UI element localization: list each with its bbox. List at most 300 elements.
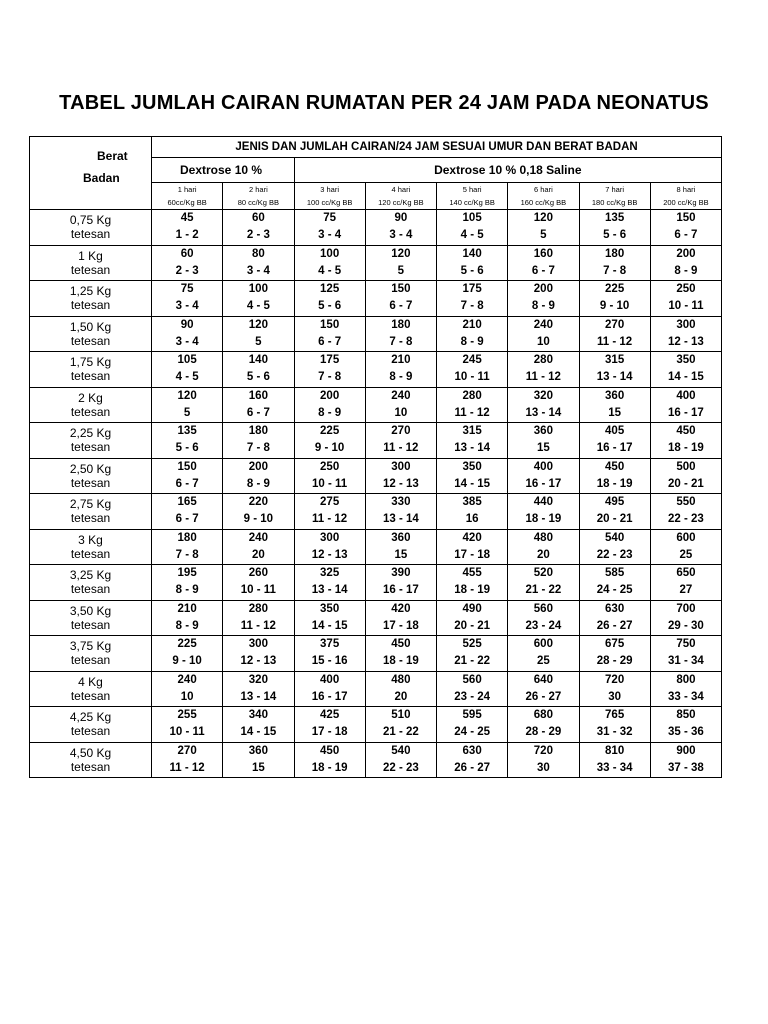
weight-unit: tetesan	[70, 262, 111, 277]
drip-value: 16 - 17	[382, 584, 419, 597]
volume-value: 750	[676, 638, 696, 651]
volume-value: 300	[676, 318, 696, 331]
weight-unit: tetesan	[70, 333, 111, 348]
drip-value: 12 - 13	[668, 335, 704, 348]
volume-value: 80	[251, 247, 265, 260]
drip-value: 33 - 34	[596, 761, 633, 774]
drip-value: 7 - 8	[460, 300, 484, 313]
drip-value: 18 - 19	[382, 655, 419, 668]
weight-unit: tetesan	[70, 511, 111, 526]
value-cell	[508, 352, 579, 388]
drip-value: 15	[608, 406, 622, 419]
drip-value: 15	[536, 442, 550, 455]
day-label: 5 hari	[462, 185, 482, 194]
drip-value: 20	[394, 690, 408, 703]
value-cell	[437, 742, 508, 778]
value-cell	[294, 529, 365, 565]
value-cell	[152, 494, 223, 530]
drip-value: 20	[536, 548, 550, 561]
drip-value: 11 - 12	[383, 442, 419, 455]
drip-value: 11 - 12	[597, 335, 633, 348]
value-cell	[294, 494, 365, 530]
value-cell	[579, 210, 650, 246]
value-cell	[223, 281, 294, 317]
volume-value: 180	[248, 425, 268, 438]
drip-value: 12 - 13	[240, 655, 277, 668]
value-cell	[650, 529, 721, 565]
value-cell	[294, 281, 365, 317]
drip-value: 15 - 16	[311, 655, 348, 668]
weight-value: 1,50 Kg	[69, 319, 112, 334]
value-cell	[152, 600, 223, 636]
table-row	[30, 565, 722, 601]
day-rate: 100 cc/Kg BB	[306, 198, 353, 207]
volume-value: 245	[462, 354, 482, 367]
volume-value: 520	[533, 567, 553, 580]
value-cell	[437, 352, 508, 388]
volume-value: 300	[320, 531, 340, 544]
value-cell	[579, 671, 650, 707]
drip-value: 6 - 7	[246, 406, 270, 419]
drip-value: 29 - 30	[668, 619, 704, 632]
drip-value: 4 - 5	[318, 264, 342, 277]
drip-value: 18 - 19	[454, 584, 491, 597]
day-label: 1 hari	[177, 185, 197, 194]
weight-unit: tetesan	[70, 546, 111, 561]
volume-value: 450	[676, 425, 696, 438]
weight-unit: tetesan	[70, 653, 111, 668]
value-cell	[579, 636, 650, 672]
value-cell	[365, 458, 436, 494]
value-cell	[437, 707, 508, 743]
volume-value: 360	[533, 425, 553, 438]
drip-value: 25	[536, 655, 550, 668]
volume-value: 45	[180, 212, 194, 225]
volume-value: 195	[177, 567, 197, 580]
value-cell	[152, 352, 223, 388]
volume-value: 200	[320, 389, 340, 402]
drip-value: 13 - 14	[525, 406, 562, 419]
volume-value: 250	[320, 460, 340, 473]
volume-value: 440	[533, 496, 553, 509]
value-cell	[365, 494, 436, 530]
value-cell	[152, 742, 223, 778]
value-cell	[437, 671, 508, 707]
day-rate: 80 cc/Kg BB	[237, 198, 280, 207]
volume-value: 360	[248, 744, 268, 757]
day-rate: 60cc/Kg BB	[167, 198, 207, 207]
value-cell	[152, 636, 223, 672]
volume-value: 200	[248, 460, 268, 473]
drip-value: 21 - 22	[454, 655, 491, 668]
drip-value: 13 - 14	[240, 690, 277, 703]
drip-value: 10	[536, 335, 550, 348]
day-rate: 200 cc/Kg BB	[663, 198, 709, 207]
value-cell	[223, 245, 294, 281]
drip-value: 10 - 11	[312, 477, 348, 490]
fluid-table	[29, 136, 722, 778]
volume-value: 160	[248, 389, 268, 402]
badan-label: Badan	[83, 171, 120, 185]
weight-value: 2 Kg	[78, 390, 103, 405]
table-row	[30, 636, 722, 672]
drip-value: 20 - 21	[668, 477, 704, 490]
value-cell	[650, 458, 721, 494]
weight-cell	[30, 281, 152, 317]
page-title: TABEL JUMLAH CAIRAN RUMATAN PER 24 JAM PADA NEONATUS	[59, 92, 709, 114]
value-cell	[508, 742, 579, 778]
drip-value: 37 - 38	[668, 761, 704, 774]
weight-unit: tetesan	[70, 617, 111, 632]
fluid-type-dextrose-saline: Dextrose 10 % 0,18 Saline	[294, 158, 722, 183]
volume-value: 595	[462, 709, 482, 722]
value-cell	[365, 352, 436, 388]
value-cell	[223, 387, 294, 423]
volume-value: 390	[391, 567, 411, 580]
drip-value: 1 - 2	[175, 229, 199, 242]
drip-value: 23 - 24	[454, 690, 491, 703]
drip-value: 7 - 8	[603, 264, 627, 277]
volume-value: 650	[676, 567, 696, 580]
value-cell	[294, 600, 365, 636]
drip-value: 6 - 7	[674, 229, 698, 242]
weight-unit: tetesan	[70, 759, 111, 774]
volume-value: 400	[676, 389, 696, 402]
value-cell	[294, 707, 365, 743]
drip-value: 8 - 9	[460, 335, 484, 348]
weight-cell	[30, 494, 152, 530]
drip-value: 14 - 15	[454, 477, 491, 490]
drip-value: 5	[255, 335, 262, 348]
drip-value: 22 - 23	[382, 761, 419, 774]
volume-value: 765	[605, 709, 625, 722]
value-cell	[294, 387, 365, 423]
fluid-type-dextrose: Dextrose 10 %	[152, 158, 295, 183]
drip-value: 11 - 12	[169, 761, 205, 774]
value-cell	[650, 281, 721, 317]
drip-value: 7 - 8	[389, 335, 413, 348]
weight-value: 3,25 Kg	[69, 568, 112, 583]
volume-value: 200	[533, 283, 553, 296]
drip-value: 31 - 32	[596, 726, 633, 739]
table-row	[30, 707, 722, 743]
value-cell	[508, 707, 579, 743]
drip-value: 21 - 22	[525, 584, 562, 597]
drip-value: 5 - 6	[318, 300, 342, 313]
value-cell	[223, 423, 294, 459]
volume-value: 495	[605, 496, 625, 509]
drip-value: 16 - 17	[525, 477, 562, 490]
volume-value: 180	[605, 247, 625, 260]
volume-value: 270	[177, 744, 197, 757]
volume-value: 150	[177, 460, 197, 473]
weight-value: 2,75 Kg	[69, 497, 112, 512]
volume-value: 270	[605, 318, 625, 331]
value-cell	[294, 458, 365, 494]
day-label: 6 hari	[533, 185, 553, 194]
volume-value: 135	[605, 212, 625, 225]
value-cell	[579, 707, 650, 743]
weight-unit: tetesan	[70, 582, 111, 597]
value-cell	[579, 494, 650, 530]
volume-value: 165	[177, 496, 197, 509]
day-header-cell	[294, 183, 365, 210]
value-cell	[223, 565, 294, 601]
drip-value: 10 - 11	[454, 371, 490, 384]
drip-value: 5 - 6	[460, 264, 484, 277]
value-cell	[152, 387, 223, 423]
drip-value: 8 - 9	[246, 477, 270, 490]
drip-value: 18 - 19	[596, 477, 633, 490]
volume-value: 140	[248, 354, 268, 367]
volume-value: 105	[462, 212, 482, 225]
header-row-main	[30, 137, 722, 158]
value-cell	[294, 352, 365, 388]
weight-cell	[30, 565, 152, 601]
drip-value: 2 - 3	[246, 229, 270, 242]
value-cell	[650, 352, 721, 388]
volume-value: 210	[391, 354, 411, 367]
value-cell	[579, 742, 650, 778]
day-label: 7 hari	[605, 185, 624, 194]
value-cell	[508, 529, 579, 565]
volume-value: 405	[605, 425, 625, 438]
drip-value: 3 - 4	[318, 229, 342, 242]
volume-value: 60	[180, 247, 194, 260]
weight-value: 4,25 Kg	[69, 710, 112, 725]
volume-value: 540	[391, 744, 411, 757]
drip-value: 26 - 27	[525, 690, 562, 703]
volume-value: 255	[177, 709, 197, 722]
value-cell	[508, 458, 579, 494]
value-cell	[152, 671, 223, 707]
drip-value: 22 - 23	[596, 548, 633, 561]
volume-value: 300	[248, 638, 268, 651]
value-cell	[365, 742, 436, 778]
value-cell	[508, 210, 579, 246]
drip-value: 6 - 7	[175, 477, 199, 490]
value-cell	[365, 316, 436, 352]
value-cell	[294, 245, 365, 281]
drip-value: 33 - 34	[668, 690, 704, 703]
volume-value: 200	[676, 247, 696, 260]
volume-value: 480	[533, 531, 553, 544]
volume-value: 360	[391, 531, 411, 544]
drip-value: 18 - 19	[311, 761, 348, 774]
weight-unit: tetesan	[70, 369, 111, 384]
drip-value: 28 - 29	[596, 655, 633, 668]
day-header-cell	[650, 183, 721, 210]
value-cell	[223, 352, 294, 388]
volume-value: 250	[676, 283, 696, 296]
drip-value: 20 - 21	[596, 513, 633, 526]
value-cell	[294, 565, 365, 601]
day-header-cell	[508, 183, 579, 210]
value-cell	[650, 423, 721, 459]
drip-value: 6 - 7	[531, 264, 555, 277]
volume-value: 210	[177, 602, 197, 615]
day-rate: 120 cc/Kg BB	[378, 198, 424, 207]
volume-value: 180	[391, 318, 411, 331]
drip-value: 27	[679, 584, 693, 597]
day-header-cell	[152, 183, 223, 210]
value-cell	[152, 210, 223, 246]
weight-value: 1,75 Kg	[69, 355, 112, 370]
value-cell	[508, 281, 579, 317]
value-cell	[579, 316, 650, 352]
volume-value: 125	[320, 283, 340, 296]
berat-label: Berat	[97, 149, 128, 163]
value-cell	[223, 529, 294, 565]
drip-value: 13 - 14	[311, 584, 348, 597]
volume-value: 800	[676, 673, 696, 686]
volume-value: 100	[248, 283, 268, 296]
value-cell	[294, 636, 365, 672]
drip-value: 8 - 9	[674, 264, 698, 277]
value-cell	[508, 316, 579, 352]
volume-value: 450	[605, 460, 625, 473]
drip-value: 5 - 6	[246, 371, 270, 384]
drip-value: 16 - 17	[596, 442, 633, 455]
volume-value: 600	[533, 638, 553, 651]
weight-value: 2,25 Kg	[69, 426, 112, 441]
table-row	[30, 671, 722, 707]
day-rate: 180 cc/Kg BB	[591, 198, 638, 207]
volume-value: 500	[676, 460, 696, 473]
value-cell	[365, 210, 436, 246]
volume-value: 75	[180, 283, 194, 296]
weight-cell	[30, 387, 152, 423]
volume-value: 75	[323, 212, 337, 225]
value-cell	[294, 742, 365, 778]
drip-value: 8 - 9	[175, 619, 199, 632]
volume-value: 240	[177, 673, 197, 686]
drip-value: 26 - 27	[596, 619, 633, 632]
value-cell	[579, 352, 650, 388]
volume-value: 420	[391, 602, 411, 615]
weight-value: 4 Kg	[78, 674, 103, 689]
drip-value: 14 - 15	[311, 619, 348, 632]
value-cell	[579, 565, 650, 601]
volume-value: 120	[533, 212, 553, 225]
drip-value: 25	[679, 548, 693, 561]
drip-value: 24 - 25	[454, 726, 491, 739]
weight-value: 3 Kg	[78, 532, 103, 547]
drip-value: 21 - 22	[382, 726, 419, 739]
table-row	[30, 494, 722, 530]
volume-value: 100	[320, 247, 340, 260]
value-cell	[223, 458, 294, 494]
value-cell	[365, 565, 436, 601]
volume-value: 720	[533, 744, 553, 757]
value-cell	[223, 671, 294, 707]
drip-value: 9 - 10	[172, 655, 202, 668]
day-label: 3 hari	[320, 185, 339, 194]
value-cell	[223, 742, 294, 778]
weight-cell	[30, 600, 152, 636]
value-cell	[579, 600, 650, 636]
volume-value: 90	[394, 212, 408, 225]
volume-value: 720	[605, 673, 625, 686]
volume-value: 560	[462, 673, 482, 686]
value-cell	[650, 210, 721, 246]
volume-value: 175	[320, 354, 340, 367]
weight-cell	[30, 671, 152, 707]
drip-value: 3 - 4	[389, 229, 413, 242]
value-cell	[294, 316, 365, 352]
value-cell	[365, 387, 436, 423]
value-cell	[650, 742, 721, 778]
value-cell	[437, 600, 508, 636]
value-cell	[152, 245, 223, 281]
table-row	[30, 281, 722, 317]
volume-value: 425	[320, 709, 340, 722]
drip-value: 17 - 18	[382, 619, 419, 632]
value-cell	[152, 458, 223, 494]
drip-value: 4 - 5	[175, 371, 199, 384]
volume-value: 135	[177, 425, 197, 438]
value-cell	[650, 494, 721, 530]
volume-value: 210	[462, 318, 482, 331]
drip-value: 5 - 6	[175, 442, 199, 455]
weight-unit: tetesan	[70, 724, 111, 739]
drip-value: 9 - 10	[599, 300, 630, 313]
volume-value: 150	[320, 318, 340, 331]
table-row	[30, 245, 722, 281]
value-cell	[650, 636, 721, 672]
volume-value: 260	[248, 567, 268, 580]
drip-value: 15	[394, 548, 408, 561]
weight-cell	[30, 210, 152, 246]
table-row	[30, 423, 722, 459]
weight-cell	[30, 316, 152, 352]
weight-unit: tetesan	[70, 298, 111, 313]
volume-value: 60	[251, 212, 265, 225]
weight-unit: tetesan	[70, 440, 111, 455]
weight-value: 4,50 Kg	[69, 745, 112, 760]
value-cell	[437, 565, 508, 601]
volume-value: 850	[676, 709, 696, 722]
drip-value: 13 - 14	[596, 371, 633, 384]
value-cell	[437, 494, 508, 530]
volume-value: 560	[533, 602, 553, 615]
drip-value: 28 - 29	[525, 726, 562, 739]
value-cell	[650, 387, 721, 423]
drip-value: 17 - 18	[454, 548, 491, 561]
volume-value: 450	[391, 638, 411, 651]
value-cell	[294, 210, 365, 246]
volume-value: 330	[391, 496, 411, 509]
table-row	[30, 458, 722, 494]
volume-value: 280	[248, 602, 268, 615]
drip-value: 7 - 8	[175, 548, 199, 561]
drip-value: 30	[536, 761, 550, 774]
volume-value: 225	[320, 425, 340, 438]
drip-value: 11 - 12	[454, 406, 490, 419]
value-cell	[152, 316, 223, 352]
volume-value: 315	[605, 354, 625, 367]
volume-value: 120	[248, 318, 268, 331]
day-label: 2 hari	[248, 185, 268, 194]
value-cell	[223, 707, 294, 743]
weight-unit: tetesan	[70, 475, 111, 490]
value-cell	[223, 600, 294, 636]
drip-value: 8 - 9	[389, 371, 413, 384]
weight-cell	[30, 245, 152, 281]
drip-value: 23 - 24	[525, 619, 562, 632]
volume-value: 140	[462, 247, 482, 260]
value-cell	[365, 245, 436, 281]
